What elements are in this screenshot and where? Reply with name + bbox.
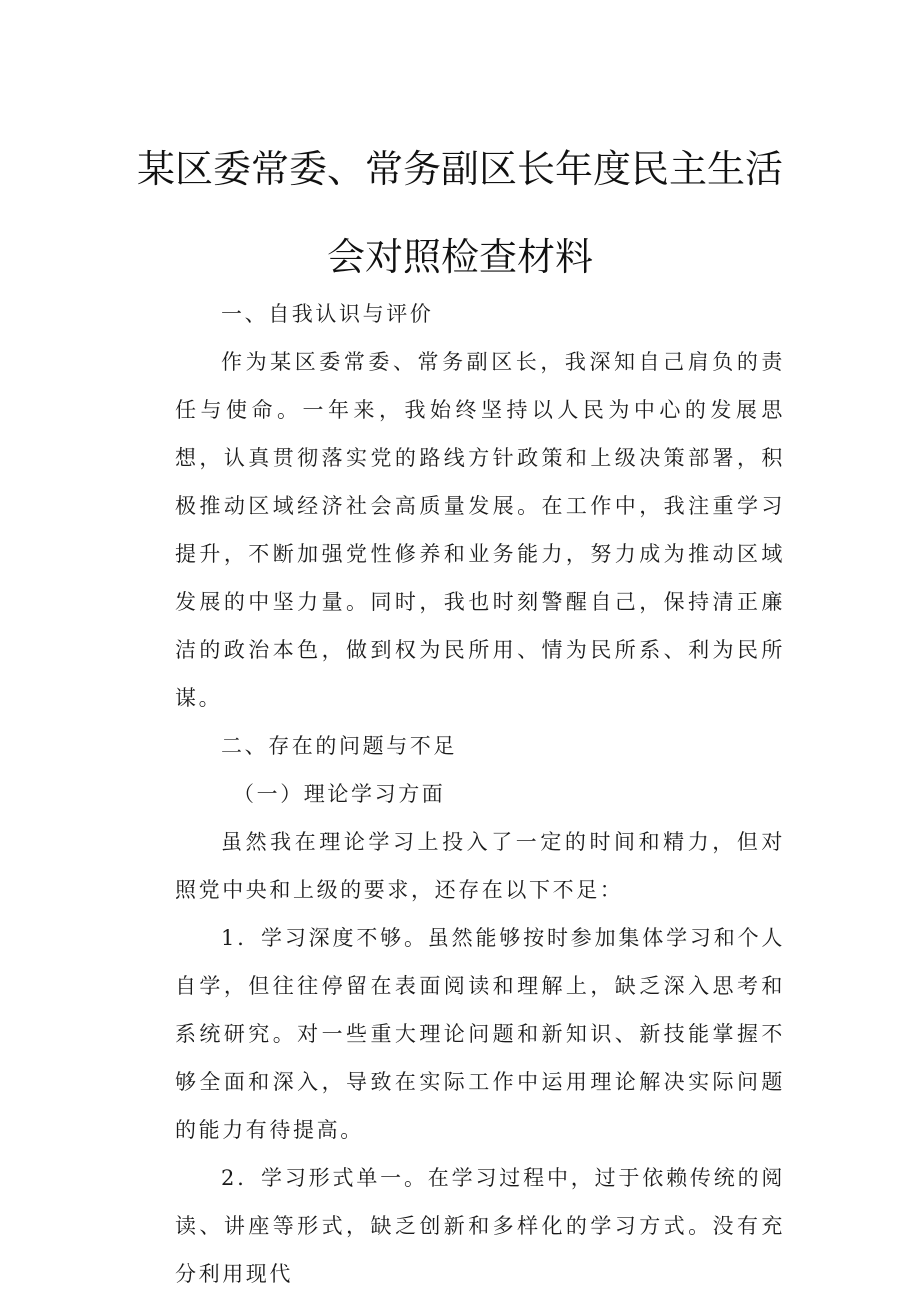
section-heading-problems: 二、存在的问题与不足 <box>221 734 457 758</box>
document-title-line-2: 会对照检查材料 <box>326 235 593 279</box>
document-title-line-1: 某区委常委、常务副区长年度民主生活 <box>136 147 783 191</box>
document-body <box>175 290 785 1298</box>
section-heading-self-assessment: 一、自我认识与评价 <box>221 302 434 326</box>
subheading-theory-study: （一）理论学习方面 <box>233 782 446 806</box>
paragraph-point-2: 2．学习形式单一。在学习过程中，过于依赖传统的阅读、讲座等形式，缺乏创新和多样化的学习方式。没有充分利用现代 <box>175 1166 785 1286</box>
paragraph-theory-intro: 虽然我在理论学习上投入了一定的时间和精力，但对照党中央和上级的要求，还存在以下不足： <box>175 830 785 902</box>
paragraph-point-1: 1．学习深度不够。虽然能够按时参加集体学习和个人自学，但往往停留在表面阅读和理解上，缺乏深入思考和系统研究。对一些重大理论问题和新知识、新技能掌握不够全面和深入，导致在实际工作中运用理论解决实际问题的能力有待提高。 <box>175 926 785 1142</box>
paragraph-self-assessment: 作为某区委常委、常务副区长，我深知自己肩负的责任与使命。一年来，我始终坚持以人民为中心的发展思想，认真贯彻落实党的路线方针政策和上级决策部署，积极推动区域经济社会高质量发展。在工作中，我注重学习提升，不断加强党性修养和业务能力，努力成为推动区域发展的中坚力量。同时，我也时刻警醒自己，保持清正廉洁的政治本色，做到权为民所用、情为民所系、利为民所谋。 <box>175 350 785 710</box>
